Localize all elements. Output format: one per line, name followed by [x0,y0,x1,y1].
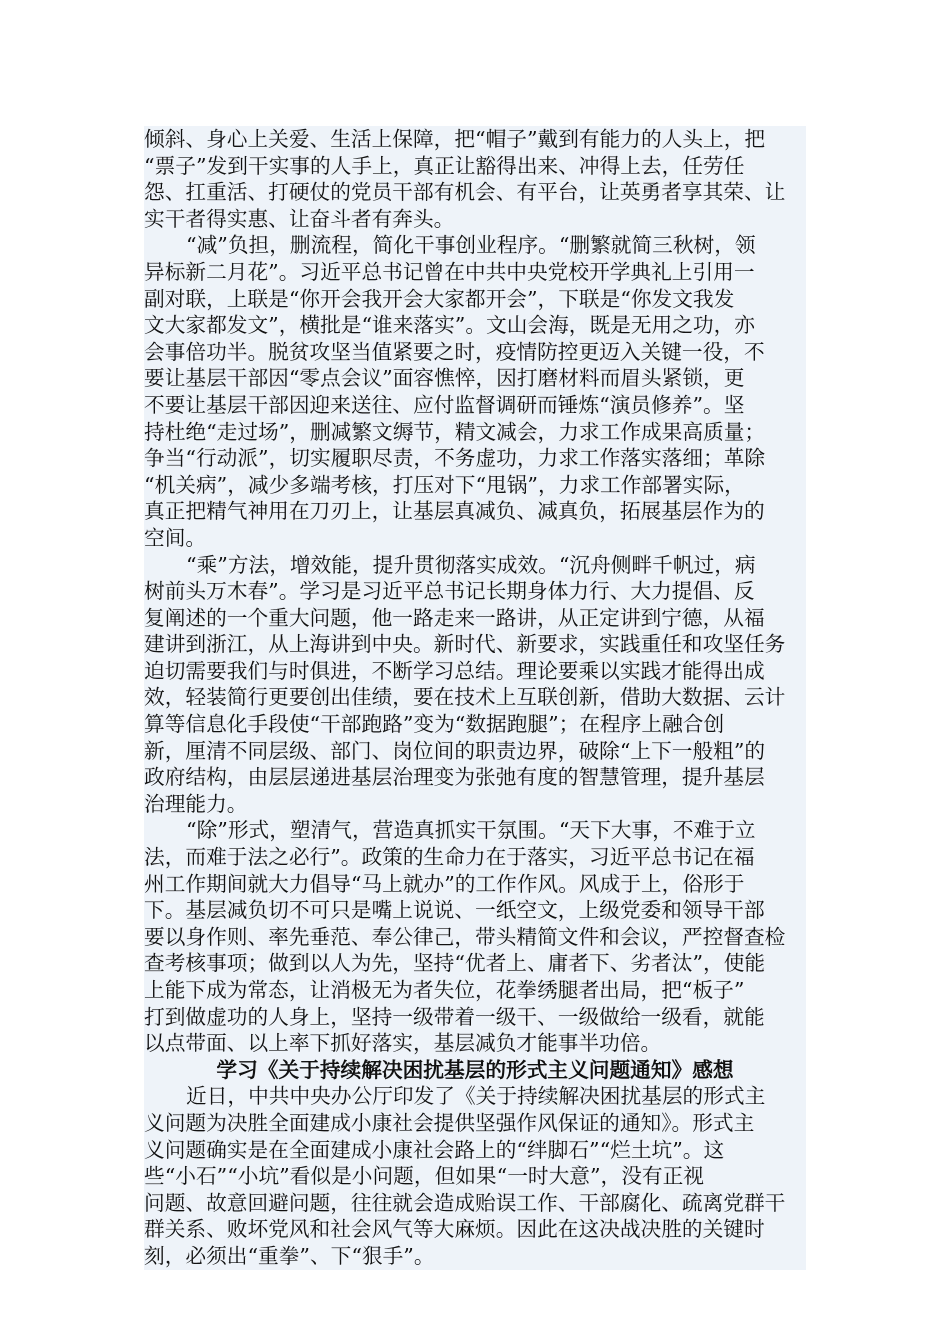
text-line: 义问题为决胜全面建成小康社会提供坚强作风保证的通知》。形式主 [144,1110,806,1137]
text-line: 以点带面、以上率下抓好落实，基层减负才能事半功倍。 [144,1030,806,1057]
text-line: 真正把精气神用在刀刃上，让基层真减负、减真负，拓展基层作为的 [144,498,806,525]
text-line: 建讲到浙江，从上海讲到中央。新时代、新要求，实践重任和攻坚任务 [144,631,806,658]
essay-section [144,126,806,1057]
text-line: 治理能力。 [144,791,806,818]
text-line: “减”负担，删流程，简化干事创业程序。“删繁就简三秋树，领 [144,232,806,259]
text-line: 倾斜、身心上关爱、生活上保障，把“帽子”戴到有能力的人头上，把 [144,126,806,153]
section-heading: 学习《关于持续解决困扰基层的形式主义问题通知》感想 [144,1057,806,1084]
text-line: 州工作期间就大力倡导“马上就办”的工作作风。风成于上，俗形于 [144,871,806,898]
text-line: 不要让基层干部因迎来送往、应付监督调研而锤炼“演员修养”。坚 [144,392,806,419]
text-line: 实干者得实惠、让奋斗者有奔头。 [144,206,806,233]
text-line: 持杜绝“走过场”，删减繁文缛节，精文减会，力求工作成果高质量； [144,419,806,446]
text-line: 下。基层减负切不可只是嘴上说说、一纸空文，上级党委和领导干部 [144,897,806,924]
text-line: 打到做虚功的人身上，坚持一级带着一级干、一级做给一级看，就能 [144,1004,806,1031]
text-line: 查考核事项；做到以人为先，坚持“优者上、庸者下、劣者汰”，使能 [144,950,806,977]
text-line: “乘”方法，增效能，提升贯彻落实成效。“沉舟侧畔千帆过，病 [144,552,806,579]
text-line: 要让基层干部因“零点会议”面容憔悴，因打磨材料而眉头紧锁，更 [144,365,806,392]
text-line: 些“小石”“小坑”看似是小问题，但如果“一时大意”，没有正视 [144,1163,806,1190]
text-line: 上能下成为常态，让消极无为者失位，花拳绣腿者出局，把“板子” [144,977,806,1004]
text-line: “票子”发到干实事的人手上，真正让豁得出来、冲得上去，任劳任 [144,153,806,180]
text-line: 法，而难于法之必行”。政策的生命力在于落实，习近平总书记在福 [144,844,806,871]
document-body [144,126,806,1270]
text-line: 树前头万木春”。学习是习近平总书记长期身体力行、大力提倡、反 [144,578,806,605]
essay-section [144,1083,806,1269]
text-line: 近日，中共中央办公厅印发了《关于持续解决困扰基层的形式主 [144,1083,806,1110]
text-line: 群关系、败坏党风和社会风气等大麻烦。因此在这决战决胜的关键时 [144,1216,806,1243]
text-line: 问题、故意回避问题，往往就会造成贻误工作、干部腐化、疏离党群干 [144,1190,806,1217]
text-line: 效，轻装简行更要创出佳绩，要在技术上互联创新，借助大数据、云计 [144,684,806,711]
text-line: 异标新二月花”。习近平总书记曾在中共中央党校开学典礼上引用一 [144,259,806,286]
text-line: 迫切需要我们与时俱进，不断学习总结。理论要乘以实践才能得出成 [144,658,806,685]
text-line: 要以身作则、率先垂范、奉公律己，带头精简文件和会议，严控督查检 [144,924,806,951]
text-line: 政府结构，由层层递进基层治理变为张弛有度的智慧管理，提升基层 [144,764,806,791]
text-line: 义问题确实是在全面建成小康社会路上的“绊脚石”“烂土坑”。这 [144,1137,806,1164]
text-line: 文大家都发文”，横批是“谁来落实”。文山会海，既是无用之功，亦 [144,312,806,339]
text-line: 副对联，上联是“你开会我开会大家都开会”，下联是“你发文我发 [144,286,806,313]
text-line: 争当“行动派”，切实履职尽责，不务虚功，力求工作落实落细；革除 [144,445,806,472]
text-line: 刻，必须出“重拳”、下“狠手”。 [144,1243,806,1270]
text-line: 会事倍功半。脱贫攻坚当值紧要之时，疫情防控更迈入关键一役，不 [144,339,806,366]
text-line: 新，厘清不同层级、部门、岗位间的职责边界，破除“上下一般粗”的 [144,738,806,765]
text-line: 复阐述的一个重大问题，他一路走来一路讲，从正定讲到宁德，从福 [144,605,806,632]
text-line: “机关病”，减少多端考核，打压对下“甩锅”，力求工作部署实际， [144,472,806,499]
text-line: 空间。 [144,525,806,552]
text-line: 怨、扛重活、打硬仗的党员干部有机会、有平台，让英勇者享其荣、让 [144,179,806,206]
text-line: 算等信息化手段使“干部跑路”变为“数据跑腿”；在程序上融合创 [144,711,806,738]
text-line: “除”形式，塑清气，营造真抓实干氛围。“天下大事，不难于立 [144,817,806,844]
